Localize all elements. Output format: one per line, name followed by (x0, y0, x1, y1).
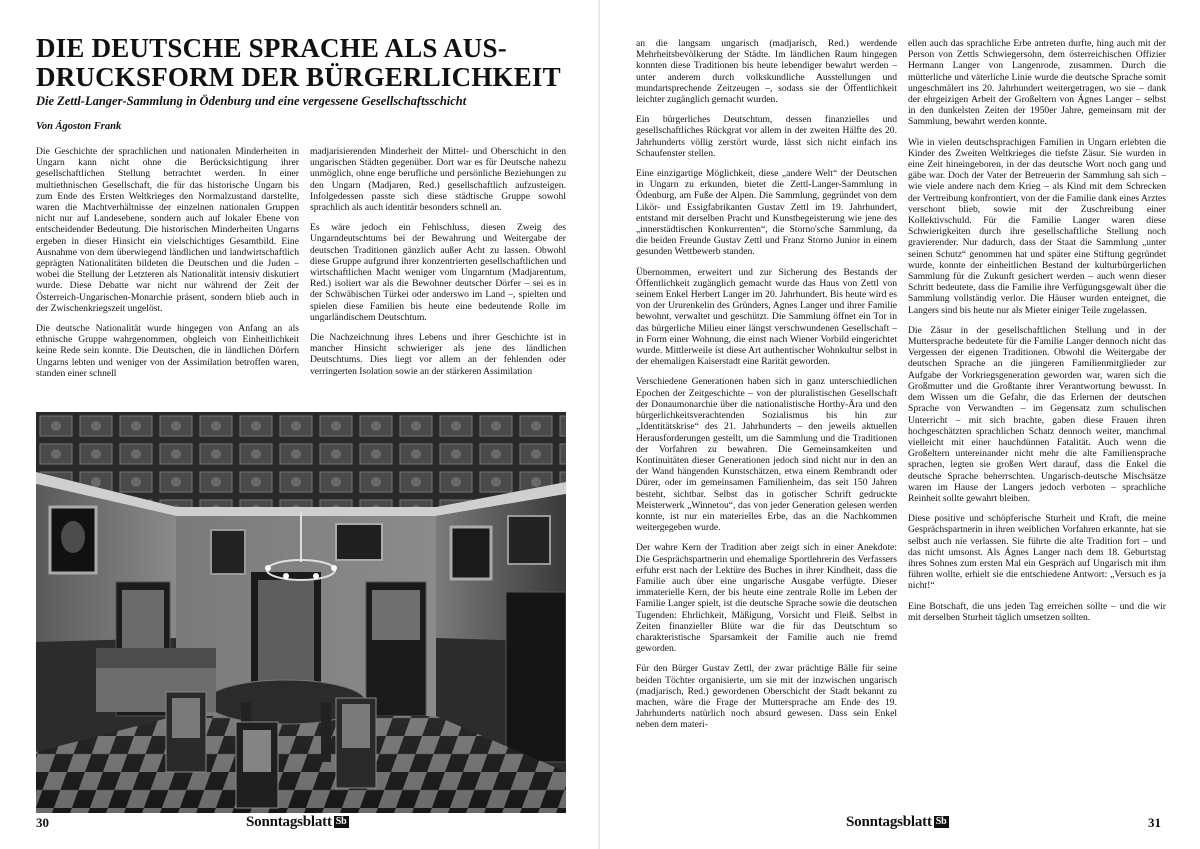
paragraph: Wie in vielen deutschsprachigen Familien in Ungarn erlebten die Kinder des Zweiten Weltkrieges die tiefste Zäsur. Sie wurden in eine Zeit hineingeboren, in der das deutsche Wort noch gang und gäbe war. Doch der Vater der Betreuerin der Sammlung sah sich – wie viele andere nach dem Krieg – als Kind mit dem Schrecken der Vertreibung konfrontiert, von der die Familie dank eines Arztes verschont blieb, sowie mit der Zuschreibung einer Kollektivschuld. Für die Familie Langer waren diese Schwierigkeiten durch ihre gesellschaftliche Stellung noch gravierender. Nur dadurch, dass der Staat die Sammlung „unter seinen Schutz“ genommen hat und später eine Stiftung gegründet wurde, konnte der einheitlichen Bestand der kulturbürgerlichen Sammlung für die Zukunft gesichert werden – auch wenn dieser Schritt bedeutete, dass die Familie ihre Verfügungsgewalt über die Sammlung vollständig verlor. Die Häuser wurden enteignet, die Langers sind bis heute nur als Mieter einiger Teile zugelassen. (908, 136, 1166, 316)
page-number: 30 (36, 815, 49, 830)
paragraph: Für den Bürger Gustav Zettl, der zwar prächtige Bälle für seine beiden Töchter organisierte, um sie mit der inzwischen ungarisch (madjarisch, Red.) gewordenen Oberschicht der Stadt bekannt zu machen, wäre die Frage der Muttersprache am Ende des 19. Jahrhunderts natürlich noch absurd gewesen. Dass sein Enkel neben dem materi- (636, 663, 897, 731)
paragraph: Der wahre Kern der Tradition aber zeigt sich in einer Anekdote: Die Gesprächspartnerin und ehemalige Sportlehrerin des Verfassers erfuhr erst nach der Lektüre des Buches in ihrer Kindheit, dass die Familie auch über eine ungarische Ausgabe verfügte. Dieser immaterielle Kern, der bis heute eine zentrale Rolle im Leben der Familie Langer spielt, ist die deutsche Sprache sowie die deutschen Tugenden: Ehrlichkeit, Mäßigung, Vorsicht und Fleiß. Selbst in Zeiten finanzieller Blüte war die für das Deutschtum so charakteristische Sparsamkeit der Familie auch nie fremd geworden. (636, 542, 897, 655)
sonntagsblatt-logo-icon: Sb (935, 816, 947, 827)
paragraph: Übernommen, erweitert und zur Sicherung des Bestands der Öffentlichkeit zugänglich gemacht wurde das Haus von Zettl von seinem Enkel Herbert Langer im 20. Jahrhundert. Bis heute wird es von der Ururenkelin des Gründers, Agnes Langer und ihrer Familie bewohnt, verwaltet und geschützt. Die Sammlung öffnet ein Tor in das bürgerliche Milieu einer längst verschwundenen Gesellschaft – in Form einer Wohnung, die einst nach Wiener Vorbild eingerichtet wurde. Mittlerweile ist diese Art authentischer Wohnkultur selbst in der ehemaligen Kaiserstadt eine Rarität geworden. (636, 266, 897, 368)
paragraph: Diese positive und schöpferische Sturheit und Kraft, die meine Gesprächspartnerin in ihren weiblichen Vorfahren erkannte, hat sie selbst auch nie verlassen. Sie führte die alte Tradition fort – und das nicht umsonst. Als Ágnes Langer nach dem 18. Geburtstag ihres Sohnes zum ersten Mal ein Gespräch auf Ungarisch mit ihm führen wollte, erhielt sie die entschiedene Antwort: „Versuch es ja nicht!“ (908, 513, 1166, 592)
paragraph: an die langsam ungarisch (madjarisch, Red.) werdende Mehrheitsbevölkerung der Städte. Im ländlichen Raum hingegen konnten diese Traditionen bis heute lebendiger bewahrt werden – unter anderem durch volkskundliche Ausstellungen und mundartsprechende Zeitzeugen –, sodass sie der Öffentlichkeit leichter zugänglich gemacht wurden. (636, 38, 897, 106)
paragraph: madjarisierenden Minderheit der Mittel- und Oberschicht in den ungarischen Städten gegenüber. Dort war es für Deutsche nahezu unmöglich, ohne enge berufliche und persönliche Beziehungen zu den Ungarn (Madjaren, Red.) gesellschaftlich aufzusteigen. Infolgedessen passte sich diese städtische Gruppe sowohl sprachlich als auch identitär besonders schnell an. (310, 146, 566, 214)
paragraph: Eine einzigartige Möglichkeit, diese „andere Welt“ der Deutschen in Ungarn zu erkunden, bietet die Zettl-Langer-Sammlung in Ödenburg, am Fuße der Alpen. Die Sammlung, gegründet von dem Likör- und Essigfabrikanten Gustav Zettl im 19. Jahrhundert, entstand mit derselben Pracht und Kunstbegeisterung wie jene des „innerstädtischen Konkurrenten“, die Storno'sche Sammlung, da die beiden Freunde Gustav Zettl und Franz Storno Junior in einem gesunden Wettbewerb standen. (636, 168, 897, 258)
brand-name: Sonntagsblatt (846, 814, 932, 830)
publication-logo (846, 814, 949, 831)
paragraph: Es wäre jedoch ein Fehlschluss, diesen Zweig des Ungarndeutschtums bei der Bewahrung und Weitergabe der deutschen Traditionen gänzlich außer Acht zu lassen. Obwohl diese Gruppe aufgrund ihrer konzentrierten gesellschaftlichen und wirtschaftlichen Macht weniger vom Ungarntum (Madjarentum, Red.) isoliert war als die Bewohner deutscher Dörfer – sei es in der Schwäbischen Türkei oder anderswo im Land –, spielten und spielen diese Familien bis heute eine bedeutende Rolle im ungarländischem Deutschtum. (310, 222, 566, 323)
paragraph: Eine Botschaft, die uns jeden Tag erreichen sollte – und die wir mit derselben Sturheit täglich umsetzen sollten. (908, 600, 1166, 623)
sonntagsblatt-logo-icon: Sb (335, 816, 347, 827)
article-author: Von Ágoston Frank (36, 121, 122, 132)
right-column-1 (636, 38, 897, 808)
left-column-2 (310, 146, 566, 411)
paragraph: Die Geschichte der sprachlichen und nationalen Minderheiten in Ungarn kann nicht ohne die Berücksichtigung ihrer gesellschaftlichen Stellung betrachtet werden. In einer multiethnischen Gesellschaft, die für das historische Ungarn bis zum Ende des Ersten Weltkrieges den Normalzustand darstellte, waren die Machtverhältnisse der einzelnen nationalen Gruppen nicht nur auf Landesebene, sondern auch auf lokaler Ebene von entscheidender Bedeutung. Die historischen Minderheiten Ungarns ergeben in dieser Hinsicht ein vielschichtiges Gesamtbild. Eine Ausnahme von dem überwiegend ländlichen und landwirtschaftlich geprägten Nationalitäten bildeten die Deutschen und die Juden – wobei die Stellung der Letzteren als Nationalität intensiv diskutiert wurde. Diese Debatte war nicht nur während der Zeit der Österreich-Ungarischen-Monarchie präsent, sondern blieb auch in der Zwischenkriegszeit ungelöst. (36, 146, 299, 314)
salon-interior-photo (36, 412, 566, 813)
brand-name: Sonntagsblatt (246, 814, 332, 830)
paragraph: Die Zäsur in der gesellschaftlichen Stellung und in der Muttersprache bedeutete für die Familie Langer dennoch nicht das Vergessen der eigenen Traditionen. Obwohl die Weitergabe der deutschen Sprache an die jüngeren Familienmitglieder zur Aufgabe der Vorkriegsgeneration geworden war, waren sich die Großmutter und die Großtante ihrer Verantwortung bewusst. In dem Wissen um die Gefahr, die das Erlernen der deutschen Sprache von Verwandten – im Gegensatz zum schulischen Unterricht – mit sich brachte, gaben diese Frauen ihren hochgeschätzten sprachlichen Schatz dennoch weiter, manchmal vielleicht mit einer hauchdünnen Fatalität. Auch wenn die Großeltern untereinander nicht mehr die alte Familiensprache sprachen, legten sie großen Wert darauf, dass die Enkel die deutsche Sprache beherrschten. Ungarisch-deutsche Mischsätze waren im Hause der Langers jedoch verboten – sprachliche Reinheit sollte gewahrt bleiben. (908, 324, 1166, 504)
paragraph: ellen auch das sprachliche Erbe antreten durfte, hing auch mit der Person von Zettls Schwiegersohn, dem österreichischen Offizier Hermann Langer von Langenrode, zusammen. Durch die mütterliche und väterliche Linie wurde die deutsche Sprache somit ungeschmälert ins 20. Jahrhundert weitergetragen, wo sie – dank der ehrgeizigen Arbeit der Großeltern von Ágnes Langer – selbst in den dunkelsten Zeiten der 1950er Jahre, gemeinsam mit der Sammlung, bewahrt werden konnte. (908, 38, 1166, 128)
left-column-1 (36, 146, 299, 411)
publication-logo (246, 814, 349, 831)
article-title: DIE DEUTSCHE SPRACHE ALS AUS-DRUCKSFORM DER BÜRGERLICHKEIT (36, 33, 561, 92)
paragraph: Die deutsche Nationalität wurde hingegen von Anfang an als ethnische Gruppe wahrgenommen, obgleich von Einheitlichkeit keine Rede sein konnte. Die Deutschen, die in ländlichen Dörfern Ungarns lebten und weniger von der Assimilation betroffen waren, standen einer schnell (36, 323, 299, 379)
page-number: 31 (1148, 815, 1161, 830)
article-subtitle: Die Zettl-Langer-Sammlung in Ödenburg und eine vergessene Gesellschaftsschicht (36, 94, 467, 108)
paragraph: Die Nachzeichnung ihres Lebens und ihrer Geschichte ist in mancher Hinsicht schwieriger als jene des ländlichen Deutschtums. Dies liegt vor allem an der fehlenden oder verringerten Isolation sowie an der stärkeren Assimilation (310, 332, 566, 377)
paragraph: Ein bürgerliches Deutschtum, dessen finanzielles und gesellschaftliches Rückgrat vor allem in der zweiten Hälfte des 20. Jahrhunderts völlig zerstört wurde, lässt sich nicht einfach ins Schaufenster stellen. (636, 114, 897, 159)
paragraph: Verschiedene Generationen haben sich in ganz unterschiedlichen Epochen der Zeitgeschichte – von der pluralistischen Gesellschaft der Donaumonarchie über die nationalistische Horthy-Ära und den bürgerlichkeitsverachtenden Sozialismus bis hin zur „Identitätskrise“ des 21. Jahrhunderts – den jeweils aktuellen Herausforderungen gestellt, um die Sammlung und die Traditionen der Vorfahren zu bewahren. Die Gemeinsamkeiten und Kontinuitäten dieser Generationen jedoch sind nicht nur in den an der Wand hängenden Kunstschätzen, etwa einem Rembrandt oder Dürer, oder im gemeinsamen Familienheim, das seit 150 Jahren besteht, sichtbar. Selbst das in gotischer Schrift gedruckte Meisterwerk „Winnetou“, das von jeder Generation gelesen werden konnte, ist nur ein materielles Erbe, das an die Nachkommen weitergegeben wurde. (636, 376, 897, 534)
right-page (600, 0, 1200, 849)
right-column-2 (908, 38, 1166, 808)
